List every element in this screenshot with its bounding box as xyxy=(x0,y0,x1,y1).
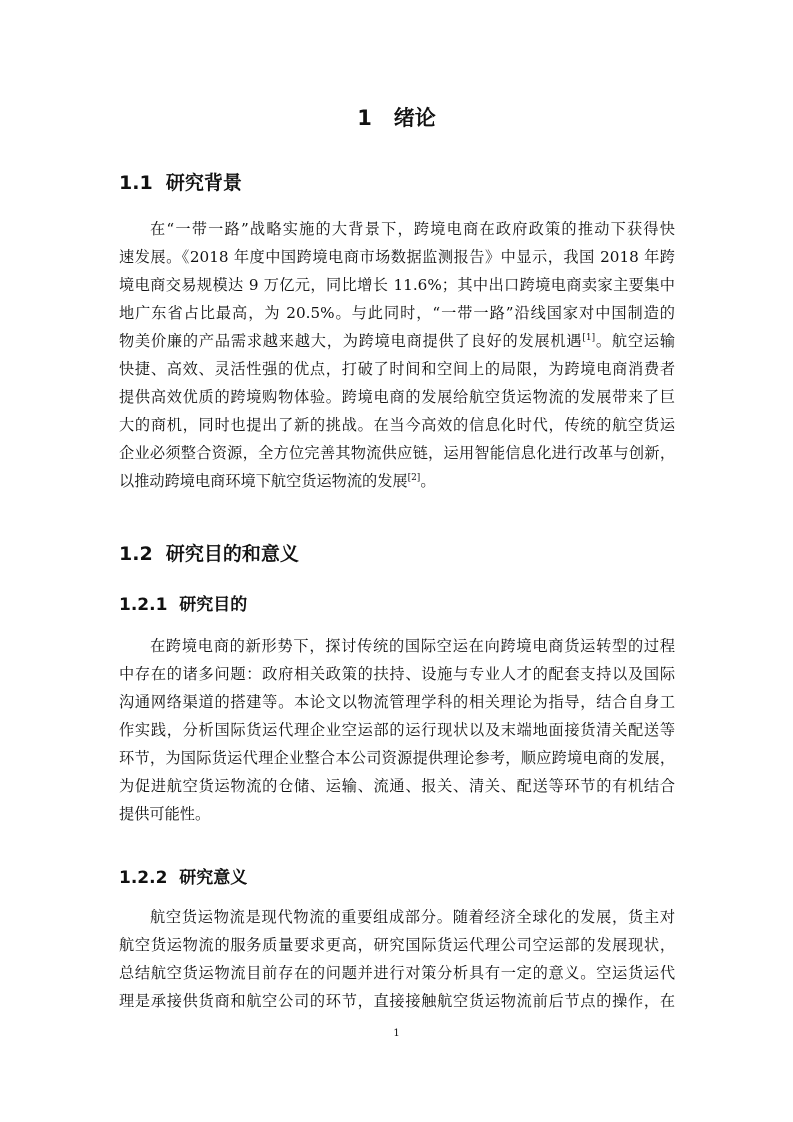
paragraph-research-purpose xyxy=(119,632,675,828)
citation-marker: [1] xyxy=(582,333,596,343)
section-heading-1-2-2: 1.2.2 研究意义 xyxy=(119,868,248,888)
text-line xyxy=(119,327,675,355)
text-segment: 。航空运输 xyxy=(595,332,675,350)
citation-marker: [2] xyxy=(407,473,421,483)
text-line: 速发展。《2018 年度中国跨境电商市场数据监测报告》中显示，我国 2018 年跨 xyxy=(119,248,675,266)
text-line: 提供可能性。 xyxy=(119,805,211,823)
text-line: 企业必须整合资源，全方位完善其物流供应链，运用智能信息化进行改革与创新， xyxy=(119,444,675,462)
text-line: 环节，为国际货运代理企业整合本公司资源提供理论参考，顺应跨境电商的发展， xyxy=(119,749,675,767)
text-line xyxy=(119,467,675,495)
text-line: 大的商机，同时也提出了新的挑战。在当今高效的信息化时代，传统的航空货运 xyxy=(119,416,675,434)
text-segment: 以推动跨境电商环境下航空货运物流的发展 xyxy=(119,472,408,490)
text-line: 作实践，分析国际货运代理企业空运部的运行现状以及末端地面接货清关配送等 xyxy=(119,721,675,739)
text-segment: 。 xyxy=(420,472,436,490)
text-line: 在“一带一路”战略实施的大背景下，跨境电商在政府政策的推动下获得快 xyxy=(150,220,675,238)
section-heading-1-1: 1.1 研究背景 xyxy=(119,172,242,194)
text-line: 中存在的诸多问题：政府相关政策的扶持、设施与专业人才的配套支持以及国际 xyxy=(119,665,675,683)
text-line: 提供高效优质的跨境购物体验。跨境电商的发展给航空货运物流的发展带来了巨 xyxy=(119,388,675,406)
text-line: 理是承接供货商和航空公司的环节，直接接触航空货运物流前后节点的操作，在 xyxy=(119,992,675,1010)
text-line: 在跨境电商的新形势下，探讨传统的国际空运在向跨境电商货运转型的过程 xyxy=(150,637,675,655)
text-line: 总结航空货运物流目前存在的问题并进行对策分析具有一定的意义。空运货运代 xyxy=(119,964,675,982)
text-segment: 物美价廉的产品需求越来越大，为跨境电商提供了良好的发展机遇 xyxy=(119,332,583,350)
section-heading-1-2-1: 1.2.1 研究目的 xyxy=(119,595,248,615)
text-line: 为促进航空货运物流的仓储、运输、流通、报关、清关、配送等环节的有机结合 xyxy=(119,777,675,795)
paragraph-research-background xyxy=(119,215,675,495)
text-line: 航空货运物流的服务质量要求更高，研究国际货运代理公司空运部的发展现状， xyxy=(119,936,675,954)
chapter-title: 1 绪论 xyxy=(357,106,436,130)
section-heading-1-2: 1.2 研究目的和意义 xyxy=(119,543,299,565)
text-line: 航空货运物流是现代物流的重要组成部分。随着经济全球化的发展，货主对 xyxy=(150,908,675,926)
text-line: 快捷、高效、灵活性强的优点，打破了时间和空间上的局限，为跨境电商消费者 xyxy=(119,360,675,378)
text-line: 地广东省占比最高，为 20.5%。与此同时，“一带一路”沿线国家对中国制造的 xyxy=(119,304,675,322)
page-number: 1 xyxy=(393,1028,400,1039)
text-line: 境电商交易规模达 9 万亿元，同比增长 11.6%；其中出口跨境电商卖家主要集中 xyxy=(119,276,675,294)
text-line: 沟通网络渠道的搭建等。本论文以物流管理学科的相关理论为指导，结合自身工 xyxy=(119,693,675,711)
paragraph-research-significance xyxy=(119,903,675,1015)
